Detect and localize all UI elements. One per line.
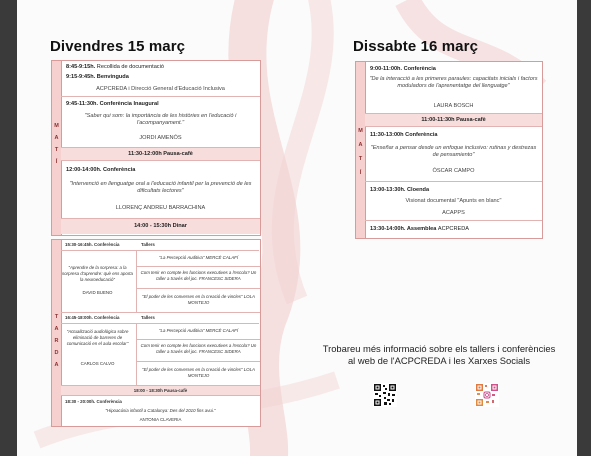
activity: Cloenda: [407, 187, 430, 193]
schedule-row: [365, 182, 542, 221]
side-letter: D: [54, 350, 59, 356]
workshops-label: Tallers: [141, 242, 155, 247]
time: 9:00-11:00h.: [370, 66, 403, 72]
side-letter: R: [54, 338, 59, 344]
side-letter: M: [54, 123, 59, 129]
qr-code-web[interactable]: [373, 383, 397, 407]
time: 8:45-9:15h.: [66, 64, 96, 70]
conference-title: "De la interacció a les primeres paraules: capacitats inicials i factors moduladors de l'aprenentatge del llenguatge": [369, 76, 538, 89]
friday-afternoon-schedule: [51, 239, 261, 427]
program-page: [17, 0, 577, 456]
time: 13:00-13:30h.: [370, 187, 406, 193]
activity: Conferència: [96, 399, 122, 404]
speaker: ÓSCAR CAMPO: [432, 168, 475, 174]
side-letter: A: [54, 362, 59, 368]
conference-title: "Actualització audiològica sobre eliminació de barreres de comunicació en el aula escolar": [66, 329, 129, 346]
session-block: [61, 240, 260, 313]
session-block: [61, 396, 260, 426]
info-line: Trobareu més informació sobre els tallers i conferències: [322, 343, 556, 354]
activity: Recollida de documentació: [96, 64, 164, 70]
organizer: ACPCREDA i Direcció General d'Educació Inclusiva: [96, 86, 225, 92]
time: 13:30-14:00h.: [370, 226, 406, 232]
side-letter: T: [54, 314, 59, 320]
break-row: [365, 114, 542, 127]
lunch-label: 14:00 - 15:30h Dinar: [134, 223, 187, 229]
conference-title: "Intervenció en llenguatge oral a l'educació infantil per la prevenció de les dificultats lectores": [69, 181, 252, 194]
side-letter: M: [358, 128, 363, 134]
schedule-row: [61, 97, 260, 148]
break-row: [61, 386, 260, 396]
time: 11:30-13:00h: [370, 132, 404, 138]
workshop: "La Percepció Auditiva" MERCÈ CALAFÍ: [158, 328, 239, 333]
activity: Benvinguda: [96, 74, 129, 80]
lunch-row: [61, 219, 260, 234]
speaker: DAVID BUENO: [82, 290, 113, 295]
activity: Conferència: [405, 132, 438, 138]
saturday-title: Dissabte 16 març: [353, 38, 479, 55]
activity: Conferència: [103, 167, 136, 173]
side-letter: Í: [55, 159, 58, 165]
conference-title: "Enseñar a pensar desde un enfoque inclusivo: rutinas y destrezas de pensamiento": [370, 145, 537, 158]
organizer: ACAPPS: [442, 210, 465, 216]
workshop: "El poder de les converses en la creació de vincles" LOLA MONTEJO: [142, 367, 255, 378]
break-label: 11:30-12:00h Pausa-cafè: [128, 151, 193, 157]
time: 9:45-11:30h.: [66, 101, 99, 107]
side-letter: A: [54, 135, 59, 141]
speaker: CARLOS CALVO: [80, 361, 115, 366]
time: 18:30 - 20:00h.: [65, 399, 96, 404]
conference-title: "Aprendre de la sorpresa: a la sorpresa d'aprendre: què ens aporta la neuroeducació": [62, 265, 133, 282]
schedule-row: [365, 62, 542, 114]
qr-code-social[interactable]: [475, 383, 499, 407]
workshops-label: Tallers: [141, 315, 155, 320]
time: 12:00-14:00h.: [66, 167, 102, 173]
info-line: al web de l'ACPCREDA i les Xarxes Socials: [347, 355, 531, 366]
session-block: [61, 313, 260, 386]
speaker: LLORENÇ ANDREU BARRACHINA: [115, 205, 206, 211]
side-letter: T: [54, 147, 59, 153]
activity: Conferència: [403, 66, 436, 72]
break-label: 11:00-11:30h Pausa-cafè: [421, 117, 486, 123]
friday-morning-schedule: [51, 60, 261, 236]
conference-title: "Hipoacúsia infantil a Catalunya: Des del 2010 fins avui.": [105, 408, 216, 413]
schedule-row: [61, 61, 260, 97]
break-row: [61, 148, 260, 161]
workshop: "El poder de les converses en la creació de vincles" LOLA MONTEJO: [142, 294, 255, 305]
activity: Conferència Inaugural: [99, 101, 159, 107]
session-time: 15:30-16:45h. Conferència: [65, 242, 120, 247]
schedule-row: [365, 221, 542, 237]
break-label: 18:00 - 18:30h Pausa-cafè: [133, 388, 188, 393]
friday-title: Divendres 15 març: [50, 38, 186, 55]
saturday-schedule: [355, 61, 543, 239]
workshop: Com tenir en compte les funcions executives a l'escola? Un taller a través del joc. FRANCESC SIDERA: [140, 270, 257, 281]
more-info-text: [309, 343, 569, 367]
documentary: Visionat documental "Apunts en blanc": [405, 198, 502, 204]
organizer: ACPCREDA: [437, 226, 470, 232]
time: 9:15-9:45h.: [66, 74, 96, 80]
session-time: 16:45-18:00h. Conferència: [65, 315, 120, 320]
side-letter: T: [358, 156, 363, 162]
speaker: ANTONIA CLAVERIA: [139, 417, 182, 422]
side-letter: A: [358, 142, 363, 148]
speaker: JORDI AMENÓS: [139, 135, 182, 141]
side-letter: Í: [359, 170, 362, 176]
speaker: LAURA BOSCH: [433, 103, 474, 109]
schedule-row: [365, 127, 542, 182]
activity: Assemblea: [406, 226, 437, 232]
workshop: Com tenir en compte les funcions executives a l'escola? Un taller a través del joc. FRANCESC SIDERA: [140, 343, 257, 354]
workshop: "La Percepció Auditiva" MERCÈ CALAFÍ: [158, 255, 239, 260]
side-letter: A: [54, 326, 59, 332]
conference-title: "Saber qui som: la importància de les històries en l'educació i l'acompanyament.": [84, 113, 237, 126]
schedule-row: [61, 161, 260, 219]
